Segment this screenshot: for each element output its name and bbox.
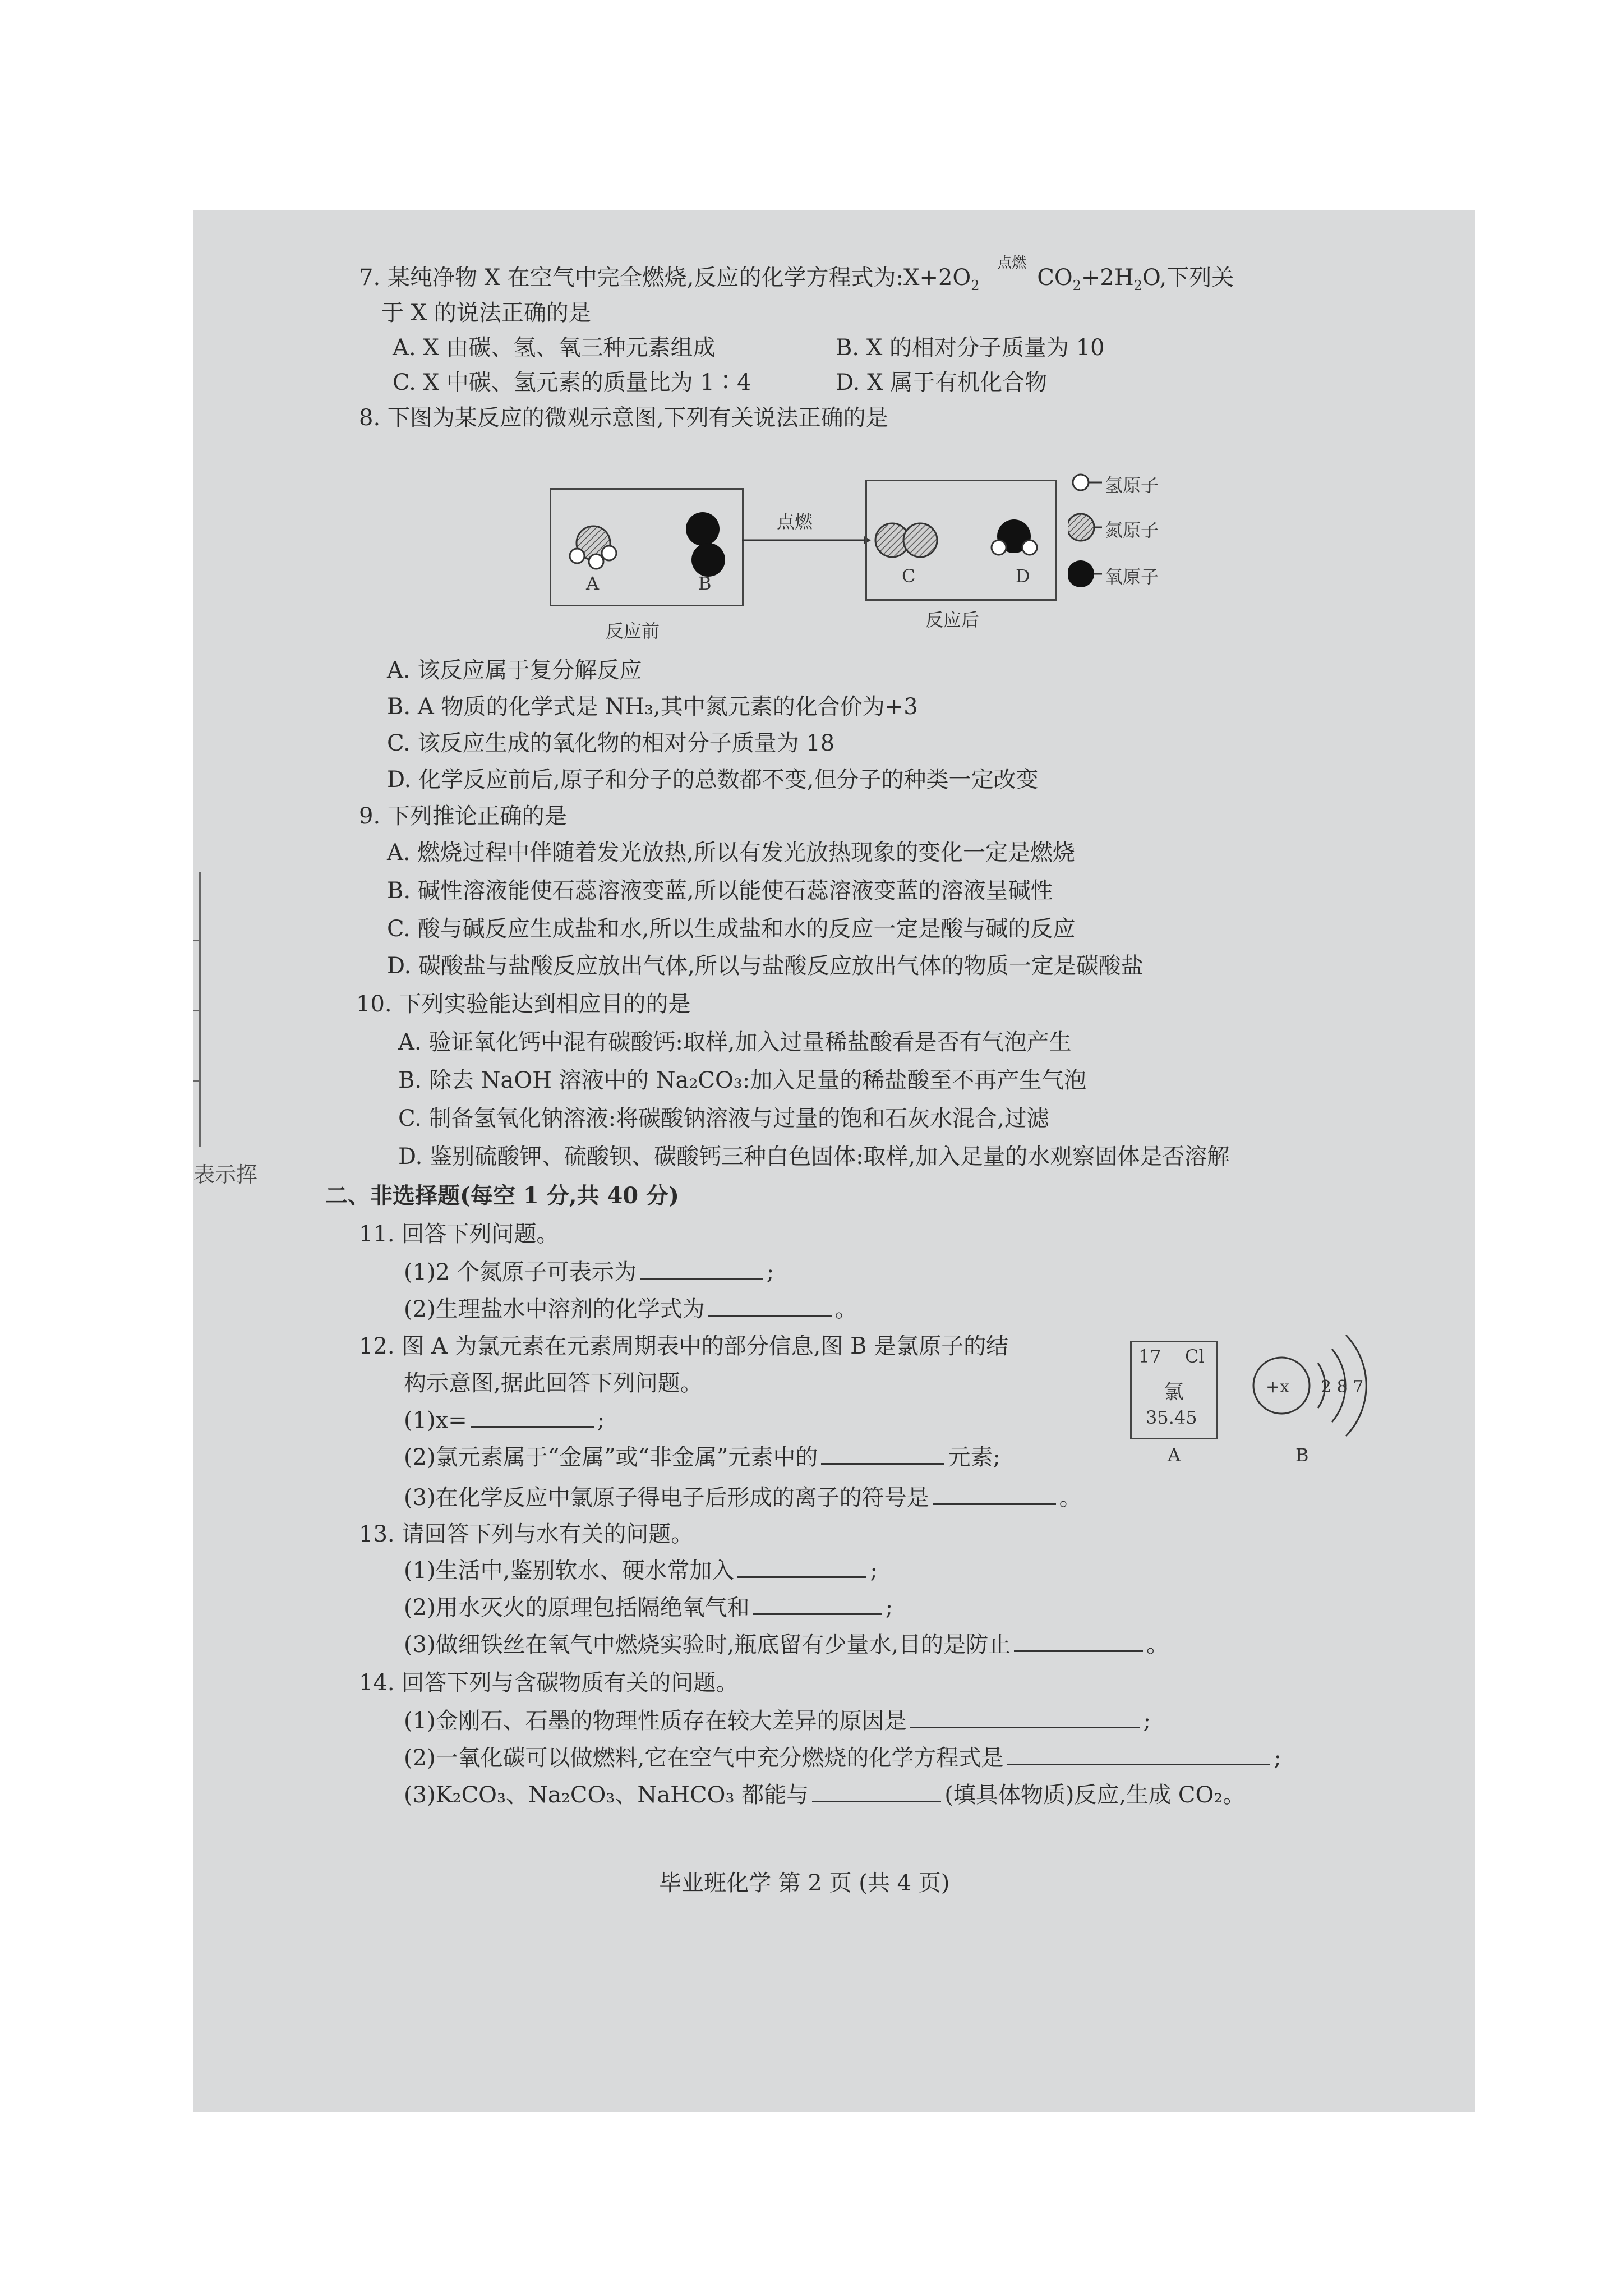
arrow-condition: 点燃 <box>777 511 813 532</box>
legend-hydrogen: 氢原子 <box>1105 475 1159 496</box>
hydrogen-atom <box>589 554 603 569</box>
q12-stem-line1: 12. 图 A 为氯元素在元素周期表中的部分信息,图 B 是氯原子的结 <box>359 1333 1009 1359</box>
margin-table-fragment <box>193 872 201 1147</box>
hydrogen-atom <box>992 540 1006 555</box>
q11-stem: 11. 回答下列问题。 <box>359 1221 559 1247</box>
figure-label-b: B <box>1295 1444 1309 1466</box>
q11-part1: (1)2 个氮原子可表示为 ; <box>404 1259 774 1285</box>
page-footer: 毕业班化学 第 2 页 (共 4 页) <box>659 1870 950 1896</box>
q14-part2: (2)一氧化碳可以做燃料,它在空气中充分燃烧的化学方程式是 ; <box>404 1745 1281 1771</box>
q7-option-c: C. X 中碳、氢元素的质量比为 1∶4 <box>393 370 751 395</box>
q9-stem: 9. 下列推论正确的是 <box>359 803 567 829</box>
answer-blank[interactable] <box>821 1462 944 1465</box>
q9-option-a: A. 燃烧过程中伴随着发光放热,所以有发光放热现象的变化一定是燃烧 <box>387 840 1076 866</box>
q12-stem-line2: 构示意图,据此回答下列问题。 <box>404 1370 703 1396</box>
legend-oxygen: 氧原子 <box>1105 566 1159 587</box>
answer-blank[interactable] <box>1007 1763 1270 1765</box>
q10-option-d: D. 鉴别硫酸钾、硫酸钡、碳酸钙三种白色固体:取样,加入足量的水观察固体是否溶解 <box>398 1144 1230 1170</box>
q8-option-c: C. 该反应生成的氧化物的相对分子质量为 18 <box>387 730 835 756</box>
oxygen-atom <box>686 512 720 546</box>
molecule-a-and-b <box>551 490 742 605</box>
exam-page <box>193 210 1475 2112</box>
q8-option-b: B. A 物质的化学式是 NH₃,其中氮元素的化合价为+3 <box>387 694 918 720</box>
q10-stem: 10. 下列实验能达到相应目的的是 <box>356 991 691 1017</box>
q9-option-b: B. 碱性溶液能使石蕊溶液变蓝,所以能使石蕊溶液变蓝的溶液呈碱性 <box>387 878 1053 904</box>
q9-option-c: C. 酸与碱反应生成盐和水,所以生成盐和水的反应一定是酸与碱的反应 <box>387 916 1076 942</box>
q13-stem: 13. 请回答下列与水有关的问题。 <box>359 1521 694 1547</box>
margin-text: 表示挥 <box>193 1162 258 1187</box>
hydrogen-legend-icon <box>1073 475 1089 490</box>
answer-blank[interactable] <box>708 1314 832 1317</box>
q8-option-d: D. 化学反应前后,原子和分子的总数都不变,但分子的种类一定改变 <box>387 767 1039 793</box>
q7-option-b: B. X 的相对分子质量为 10 <box>836 335 1105 361</box>
q12-part1: (1)x= ; <box>404 1407 605 1433</box>
reaction-condition: 点燃 <box>986 264 1037 292</box>
q14-part1: (1)金刚石、石墨的物理性质存在较大差异的原因是 ; <box>404 1708 1151 1734</box>
q7-option-a: A. X 由碳、氢、氧三种元素组成 <box>393 335 716 361</box>
q12-part3: (3)在化学反应中氯原子得电子后形成的离子的符号是 。 <box>404 1485 1082 1511</box>
q13-part1: (1)生活中,鉴别软水、硬水常加入 ; <box>404 1558 878 1584</box>
q8-option-a: A. 该反应属于复分解反应 <box>387 657 642 683</box>
answer-blank[interactable] <box>471 1425 594 1428</box>
q7-stem-line1: 7. 某纯净物 X 在空气中完全燃烧,反应的化学方程式为$:X+2O_2$ 点燃 $CO_2+2H_2O$,下列关 <box>359 255 1234 293</box>
label-d: D <box>1016 565 1030 587</box>
q12-part2: (2)氯元素属于“金属”或“非金属”元素中的 元素; <box>404 1444 1000 1470</box>
q11-part2: (2)生理盐水中溶剂的化学式为 。 <box>404 1296 857 1322</box>
oxygen-atom <box>691 543 725 577</box>
answer-blank[interactable] <box>910 1726 1140 1728</box>
q14-part3: (3)K₂CO₃、Na₂CO₃、NaHCO₃ 都能与 (填具体物质)反应,生成 CO₂。 <box>404 1782 1246 1808</box>
answer-blank[interactable] <box>812 1800 941 1802</box>
q7-option-d: D. X 属于有机化合物 <box>836 370 1048 395</box>
electron-shells: 2 8 7 <box>1321 1377 1364 1397</box>
answer-blank[interactable] <box>737 1576 866 1578</box>
q8-stem: 8. 下图为某反应的微观示意图,下列有关说法正确的是 <box>359 405 888 431</box>
q9-option-d: D. 碳酸盐与盐酸反应放出气体,所以与盐酸反应放出气体的物质一定是碳酸盐 <box>387 953 1144 979</box>
hydrogen-atom <box>602 546 616 560</box>
q13-part3: (3)做细铁丝在氧气中燃烧实验时,瓶底留有少量水,目的是防止 。 <box>404 1632 1169 1658</box>
q10-option-a: A. 验证氧化钙中混有碳酸钙:取样,加入过量稀盐酸看是否有气泡产生 <box>398 1029 1072 1055</box>
hydrogen-atom <box>570 549 584 563</box>
section-heading: 二、非选择题(每空 1 分,共 40 分) <box>325 1182 679 1209</box>
q10-option-b: B. 除去 NaOH 溶液中的 Na₂CO₃:加入足量的稀盐酸至不再产生气泡 <box>398 1068 1087 1093</box>
element-symbol: Cl <box>1185 1346 1205 1367</box>
hydrogen-atom <box>1022 540 1037 555</box>
q13-part2: (2)用水灭火的原理包括隔绝氧气和 ; <box>404 1595 893 1621</box>
caption-before: 反应前 <box>606 620 660 642</box>
label-b: B <box>698 573 712 594</box>
answer-blank[interactable] <box>640 1277 763 1280</box>
answer-blank[interactable] <box>1014 1650 1143 1652</box>
nitrogen-atom <box>903 523 937 557</box>
label-a: A <box>586 573 600 594</box>
before-box <box>550 488 744 606</box>
legend-nitrogen: 氮原子 <box>1105 519 1159 541</box>
label-c: C <box>902 565 916 587</box>
atomic-mass: 35.45 <box>1146 1407 1197 1428</box>
q10-option-c: C. 制备氢氧化钠溶液:将碳酸钠溶液与过量的饱和石灰水混合,过滤 <box>398 1106 1049 1131</box>
atomic-number: 17 <box>1138 1346 1161 1367</box>
answer-blank[interactable] <box>753 1613 882 1615</box>
element-name: 氯 <box>1164 1381 1184 1404</box>
q14-stem: 14. 回答下列与含碳物质有关的问题。 <box>359 1670 739 1696</box>
caption-after: 反应后 <box>925 609 980 631</box>
oxygen-legend-icon <box>1068 560 1094 587</box>
nucleus-charge: +x <box>1266 1377 1290 1397</box>
element-cell-chlorine <box>1130 1341 1218 1439</box>
q7-stem-line2: 于 X 的说法正确的是 <box>381 300 591 326</box>
answer-blank[interactable] <box>933 1503 1056 1505</box>
figure-label-a: A <box>1168 1444 1181 1466</box>
nitrogen-legend-icon <box>1068 514 1094 541</box>
after-box <box>865 480 1057 601</box>
